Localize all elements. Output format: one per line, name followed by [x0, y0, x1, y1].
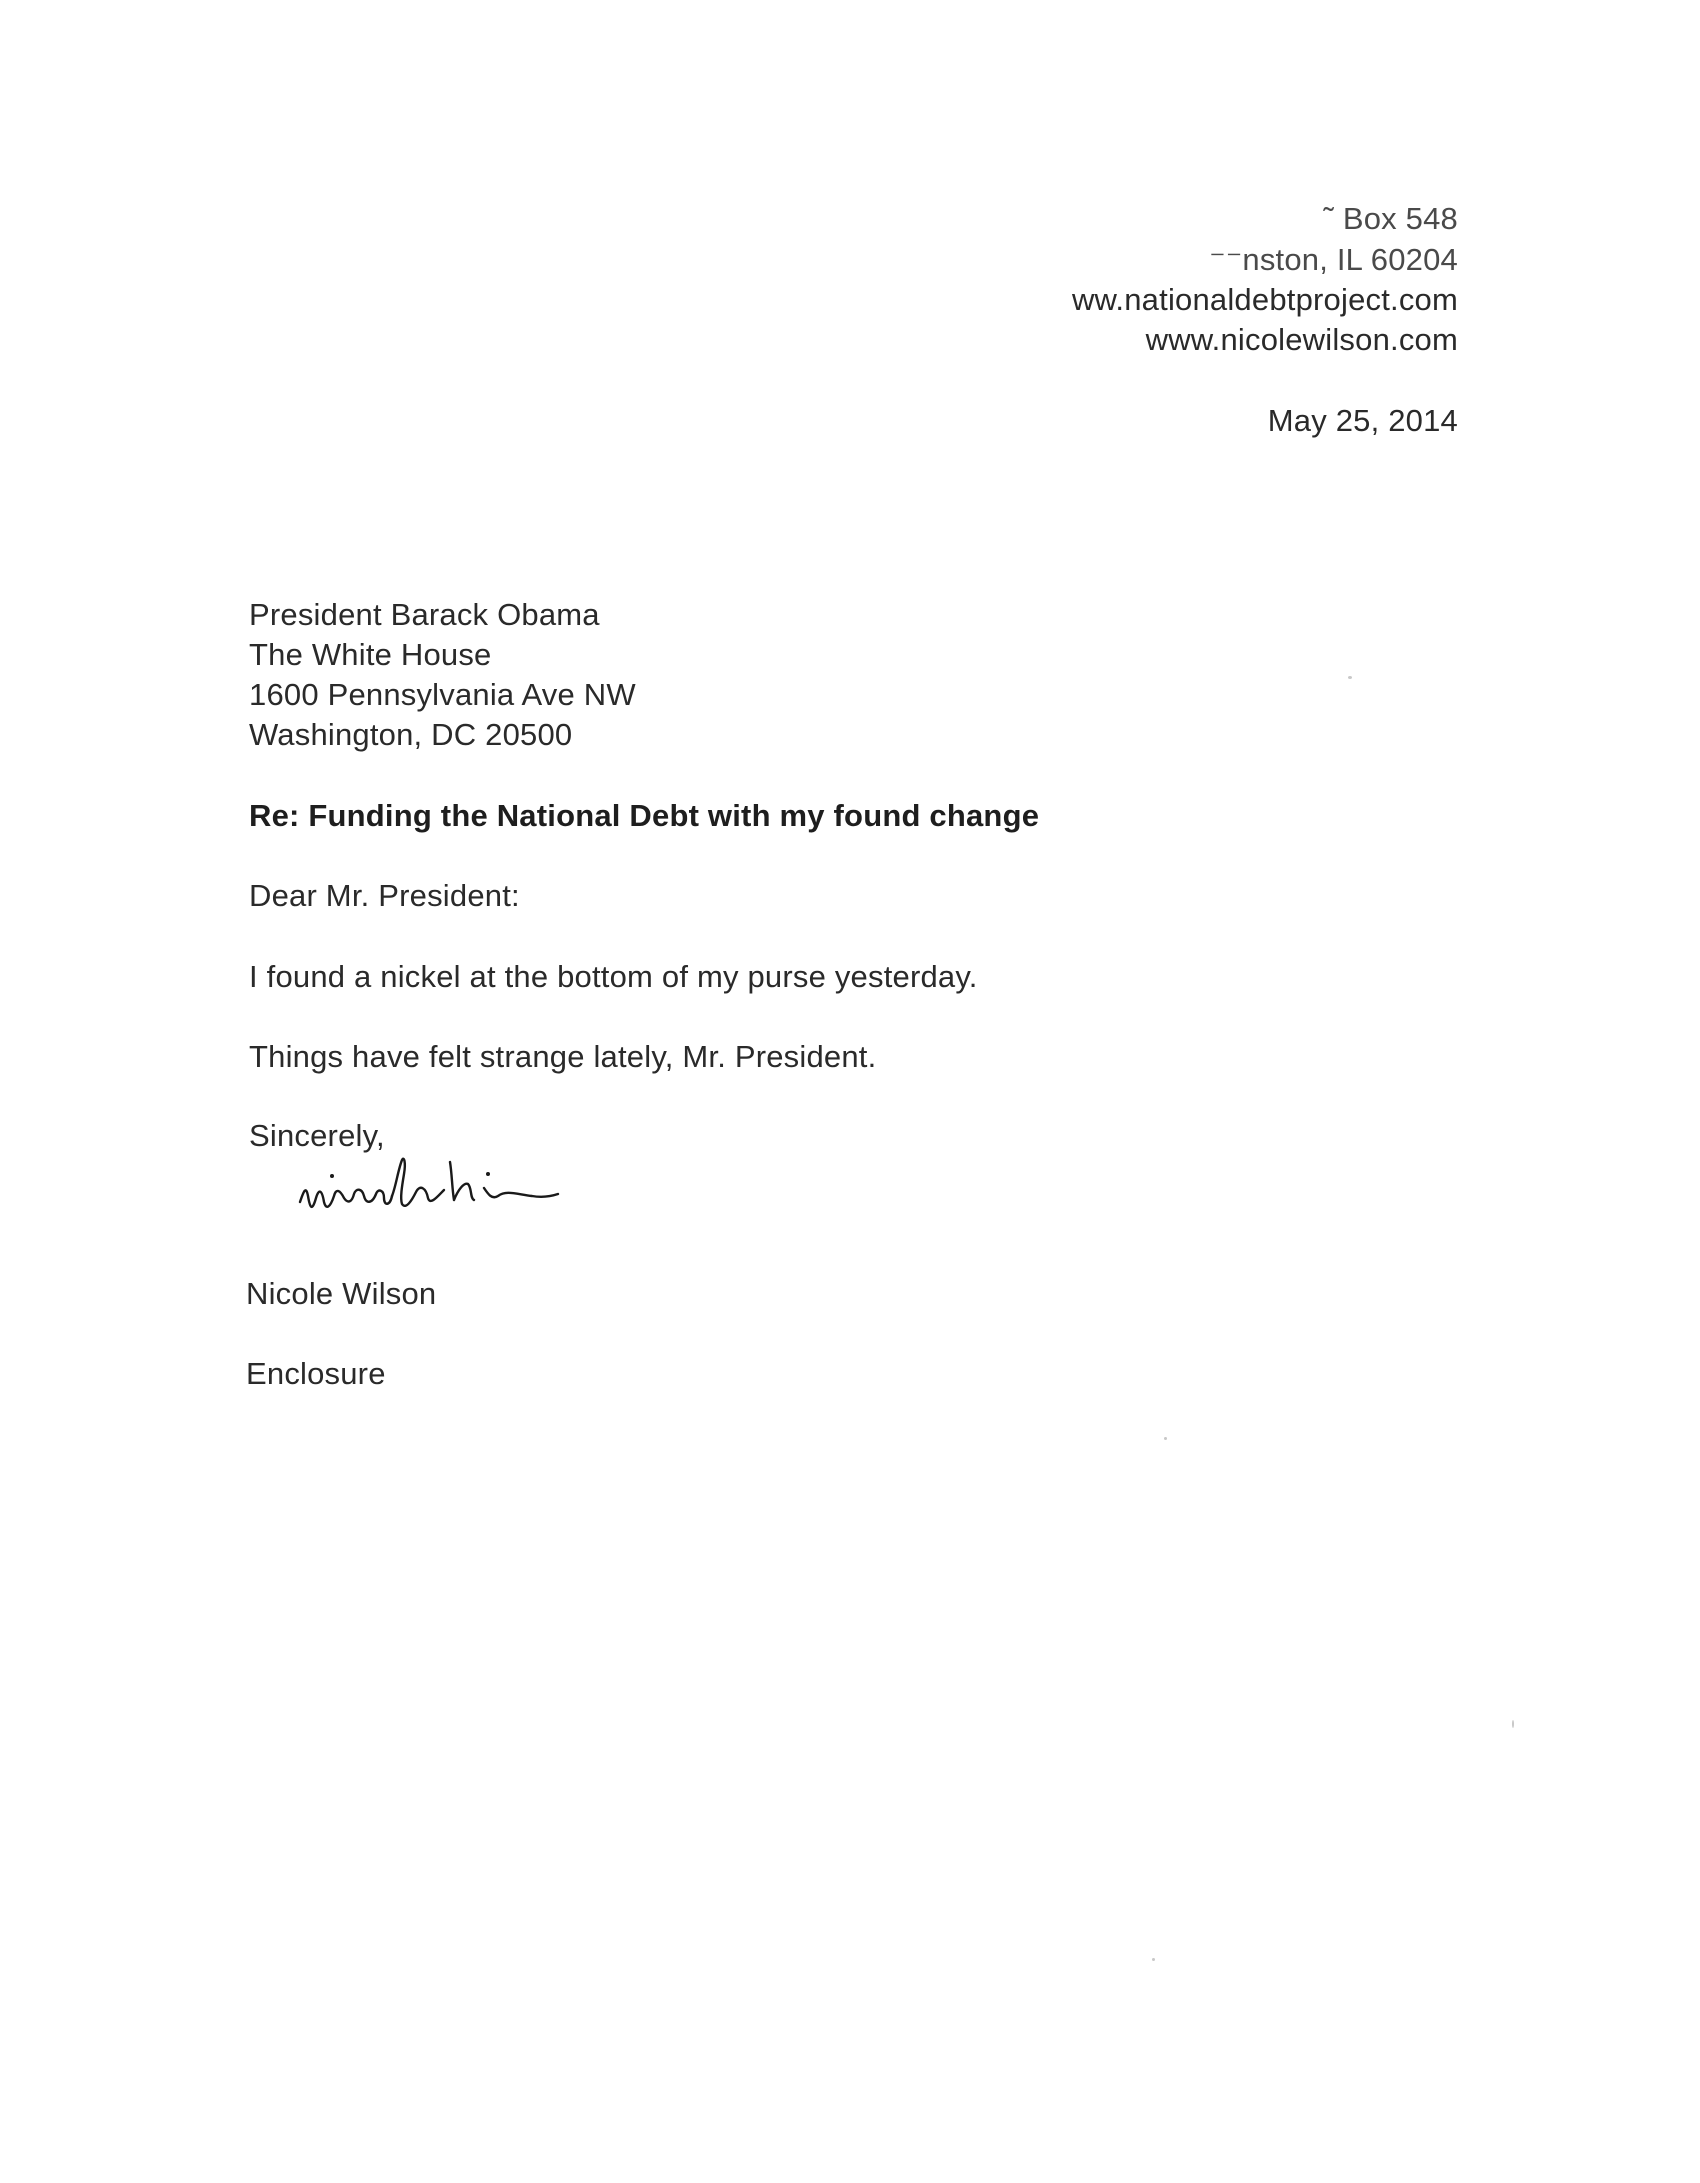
sender-address-line1: ˜ Box 548	[1323, 201, 1458, 236]
body-paragraph-2: Things have felt strange lately, Mr. President.	[249, 1039, 877, 1074]
scan-speck	[1164, 1437, 1167, 1440]
recipient-street: 1600 Pennsylvania Ave NW	[249, 677, 636, 712]
handwritten-signature	[292, 1150, 612, 1230]
sender-website-2: www.nicolewilson.com	[1145, 322, 1458, 357]
subject-line: Re: Funding the National Debt with my found change	[249, 798, 1040, 833]
recipient-name: President Barack Obama	[249, 597, 600, 632]
sender-address-line2: ⁻⁻nston, IL 60204	[1209, 242, 1458, 277]
enclosure-notation: Enclosure	[246, 1356, 386, 1391]
closing: Sincerely,	[249, 1118, 385, 1153]
scan-speck	[1348, 676, 1352, 679]
signer-name: Nicole Wilson	[246, 1276, 437, 1311]
recipient-city: Washington, DC 20500	[249, 717, 573, 752]
sender-website-1: ww.nationaldebtproject.com	[1071, 282, 1458, 317]
scan-speck	[1152, 1958, 1155, 1961]
recipient-org: The White House	[249, 637, 492, 672]
body-paragraph-1: I found a nickel at the bottom of my purse yesterday.	[249, 959, 978, 994]
letter-date: May 25, 2014	[1267, 403, 1458, 438]
scan-speck	[1512, 1720, 1514, 1728]
salutation: Dear Mr. President:	[249, 878, 520, 913]
